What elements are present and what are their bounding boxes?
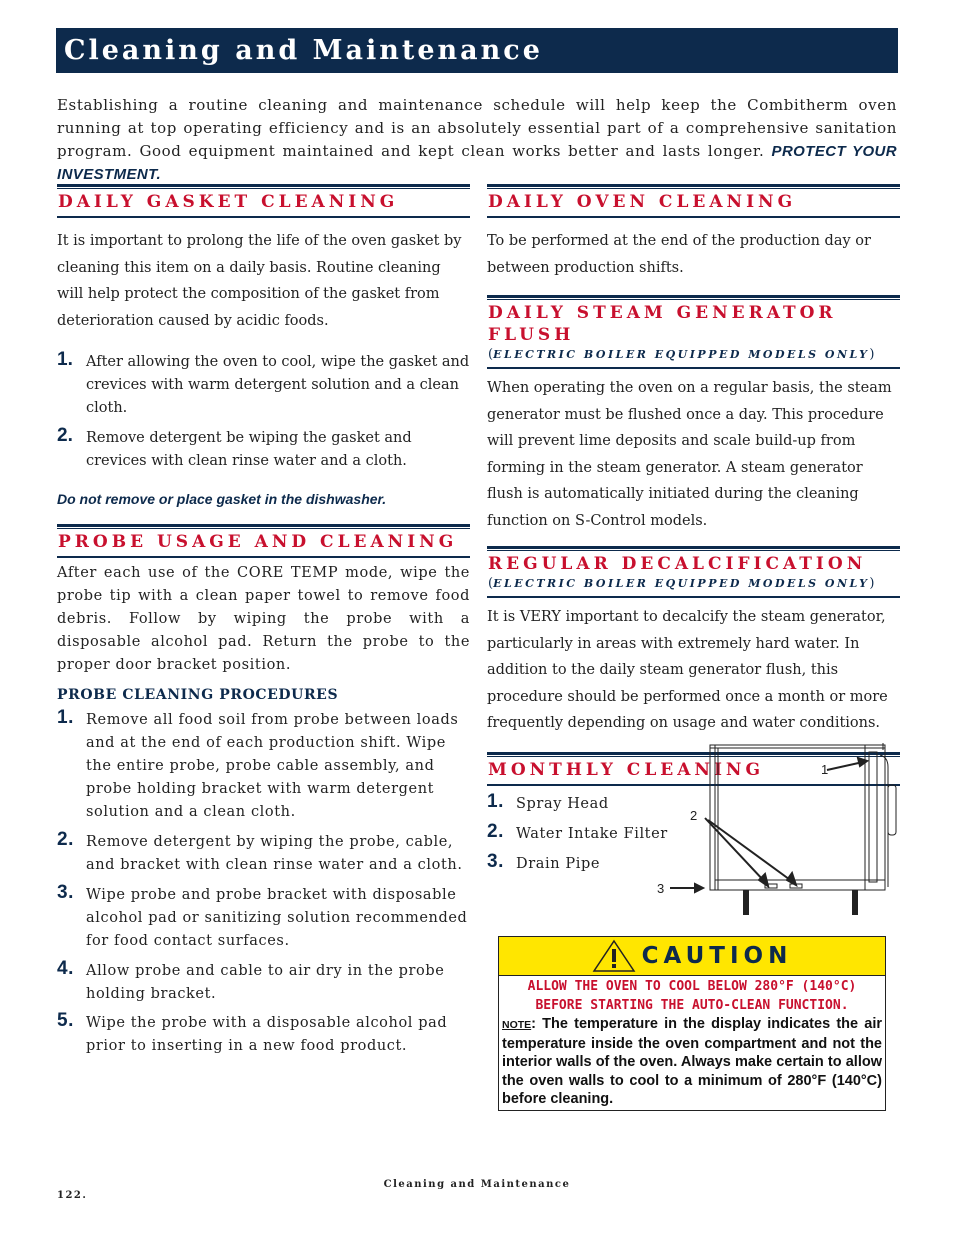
step-text: Wipe probe and probe bracket with disposable alcohol pad or sanitizing solution recommended for food contact surfaces. <box>86 887 468 949</box>
footer-title: Cleaning and Maintenance <box>383 1179 571 1190</box>
steam-heading <box>487 295 900 369</box>
oven-heading-text: DAILY OVEN CLEANING <box>488 192 797 212</box>
gasket-body: It is important to prolong the life of the oven gasket by cleaning this item on a daily basis. Routine cleaning will help protect the composition of the gasket from deterioration caused by acidic foods. <box>57 233 462 329</box>
page-title: Cleaning and Maintenance <box>64 35 543 66</box>
step-number: 2. <box>57 829 75 850</box>
item-number: 1. <box>487 790 505 812</box>
probe-heading <box>57 524 470 558</box>
intro-emphasis: PROTECT YOUR INVESTMENT. <box>57 143 898 183</box>
oven-body: To be performed at the end of the production day or between production shifts. <box>487 233 871 276</box>
paren-open: ( <box>488 576 494 591</box>
list-item <box>57 427 470 473</box>
step-number: 1. <box>57 349 73 370</box>
list-item <box>57 831 470 877</box>
page-number: 122. <box>57 1190 88 1201</box>
gasket-steps <box>57 351 470 473</box>
callout-1: 1 <box>821 762 829 777</box>
caution-message-line-1: ALLOW THE OVEN TO COOL BELOW 280°F (140°C) <box>527 979 857 994</box>
decalc-heading-text: REGULAR DECALCIFICATION <box>488 554 867 574</box>
callout-3: 3 <box>657 881 665 896</box>
steam-sub-heading <box>488 346 900 364</box>
leg-left <box>743 890 749 915</box>
caution-box <box>498 936 886 1111</box>
paren-open: ( <box>488 347 494 362</box>
intro-paragraph <box>57 94 897 186</box>
decalc-body: It is VERY important to decalcify the steam generator, particularly in areas with extremely hard water. In addition to the daily steam generator flush, this procedure should be performed once a month or more frequently depending on usage and water conditions. <box>487 609 888 731</box>
step-text: After allowing the oven to cool, wipe the gasket and crevices with warm detergent solution and a clean cloth. <box>86 354 470 416</box>
title-bar <box>56 28 898 73</box>
steam-body: When operating the oven on a regular basis, the steam generator must be flushed once a day. This procedure will prevent lime deposits and scale build-up from forming in the steam generator. A steam generator flush is automatically initiated during the cleaning function on S-Control models. <box>487 380 892 529</box>
list-item <box>57 709 470 824</box>
paren-close: ) <box>869 347 875 362</box>
note-label: NOTE <box>502 1019 532 1031</box>
step-text: Remove detergent be wiping the gasket and crevices with clean rinse water and a cloth. <box>86 430 412 469</box>
monthly-heading-text: MONTHLY CLEANING <box>488 759 764 780</box>
list-item <box>57 1012 470 1058</box>
oven-body-outline <box>710 745 885 890</box>
item-number: 2. <box>487 820 505 842</box>
item-text: Spray Head <box>516 795 609 812</box>
caution-message-line-2: BEFORE STARTING THE AUTO-CLEAN FUNCTION. <box>535 998 849 1013</box>
paren-close: ) <box>869 576 875 591</box>
steam-heading-text: DAILY STEAM GENERATOR FLUSH <box>488 303 837 345</box>
decalc-heading <box>487 546 900 598</box>
note-text: : The temperature in the display indicates the air temperature inside the oven compartment and not the interior walls of the oven. Always make certain to allow the oven walls to cool to a minimum of 280°F (140°C) before cleaning. <box>502 1016 882 1107</box>
item-text: Drain Pipe <box>516 855 601 872</box>
gasket-heading <box>57 184 470 218</box>
warning-triangle-icon <box>592 939 636 973</box>
decalc-sub-heading <box>488 575 900 593</box>
caution-header <box>499 937 885 976</box>
list-item <box>57 960 470 1006</box>
steam-sub-text: ELECTRIC BOILER EQUIPPED MODELS ONLY <box>493 348 870 361</box>
list-item <box>57 351 470 420</box>
step-number: 1. <box>57 707 75 728</box>
step-number: 3. <box>57 882 75 903</box>
left-column <box>57 184 470 1058</box>
caution-note <box>499 1015 885 1109</box>
step-number: 2. <box>57 425 73 446</box>
gasket-warning: Do not remove or place gasket in the dishwasher. <box>57 491 387 507</box>
intro-text: Establishing a routine cleaning and maintenance schedule will help keep the Combitherm oven running at top operating efficiency and is an absolutely essential part of a comprehensive sanitation program. Good equipment maintained and kept clean works better and lasts longer. <box>57 96 897 160</box>
probe-body: After each use of the CORE TEMP mode, wipe the probe tip with a clean paper towel to remove food debris. Follow by wiping the probe with a disposable alcohol pad. Return the probe to the proper door bracket position. <box>57 565 470 673</box>
callout-2: 2 <box>690 808 698 823</box>
leg-right <box>852 890 858 915</box>
oven-heading <box>487 184 900 218</box>
decalc-sub-text: ELECTRIC BOILER EQUIPPED MODELS ONLY <box>493 577 870 590</box>
step-number: 5. <box>57 1010 75 1031</box>
probe-heading-text: PROBE USAGE AND CLEANING <box>58 532 458 552</box>
step-text: Remove all food soil from probe between loads and at the end of each production shift. Wipe the entire probe, probe cable assembly, and probe holding bracket with warm detergent solution and a clean cloth. <box>86 712 459 820</box>
gasket-heading-text: DAILY GASKET CLEANING <box>58 192 399 212</box>
step-text: Wipe the probe with a disposable alcohol pad prior to inserting in a new food product. <box>86 1015 448 1054</box>
caution-title: CAUTION <box>641 943 793 969</box>
probe-steps <box>57 709 470 1058</box>
list-item <box>57 884 470 953</box>
oven-diagram <box>655 740 900 920</box>
step-text: Allow probe and cable to air dry in the probe holding bracket. <box>86 963 445 1002</box>
probe-sub-heading: PROBE CLEANING PROCEDURES <box>57 687 339 703</box>
step-number: 4. <box>57 958 75 979</box>
caution-message <box>499 976 885 1015</box>
item-text: Water Intake Filter <box>516 825 668 842</box>
step-text: Remove detergent by wiping the probe, cable, and bracket with clean rinse water and a cloth. <box>86 834 463 873</box>
item-number: 3. <box>487 850 505 872</box>
